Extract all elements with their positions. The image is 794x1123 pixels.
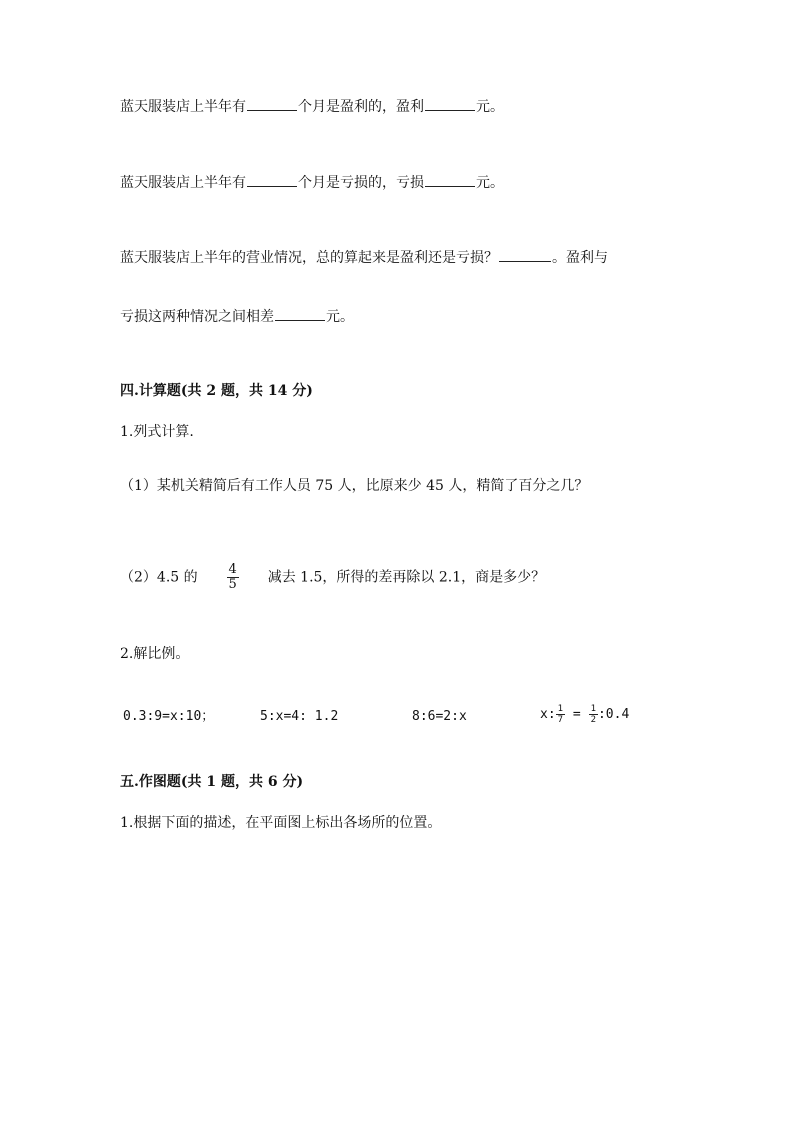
answer-blank-difference[interactable] [275,306,325,321]
fraction-four-fifths [227,563,239,592]
question-loss-text-3: 元。 [476,175,504,191]
equation-4-equals: = [565,707,589,722]
section-4-q1-title: 1.列式计算. [120,424,194,440]
section-4-q1-part-2 [120,563,545,592]
answer-blank-loss-amount[interactable] [425,172,475,187]
equation-2: 5:x=4: 1.2 [260,709,339,724]
equation-3: 8:6=2:x [412,709,467,724]
question-loss [120,172,504,193]
fraction-denominator: 7 [557,715,564,725]
section-4-q2-title: 2.解比例。 [120,646,190,662]
question-profit-text-3: 元。 [476,99,504,115]
question-total-line-1 [120,247,608,268]
section-4-q1-part-1: （1）某机关精简后有工作人员 75 人，比原来少 45 人，精简了百分之几？ [120,478,589,494]
fraction-numerator: 1 [590,704,596,714]
question-profit [120,96,504,117]
question-loss-text-2: 个月是亏损的，亏损 [298,175,424,191]
question-total-text-1: 蓝天服装店上半年的营业情况，总的算起来是盈利还是亏损？ [120,250,498,266]
equation-4-text-1: x: [540,707,556,722]
question-total-text-3: 亏损这两种情况之间相差 [120,309,274,325]
equation-4-text-2: :0.4 [597,707,630,722]
section-4-q1-part-2-text-1: （2）4.5 的 [120,569,198,586]
fraction-one-seventh [556,704,565,725]
question-profit-text-2: 个月是盈利的，盈利 [298,99,424,115]
equation-1: 0.3:9=x:10； [123,709,215,724]
fraction-numerator: 1 [557,704,564,714]
section-5-q1: 1.根据下面的描述，在平面图上标出各场所的位置。 [120,815,442,831]
section-4-title: 四.计算题(共 2 题，共 14 分) [120,383,313,399]
question-total-line-2 [120,306,354,327]
answer-blank-profit-amount[interactable] [425,96,475,111]
question-total-text-4: 元。 [326,309,354,325]
question-total-text-2: 。盈利与 [552,250,608,266]
section-4-q1-part-2-text-2: 减去 1.5，所得的差再除以 2.1，商是多少？ [267,569,546,586]
section-5-title: 五.作图题(共 1 题，共 6 分) [120,774,304,790]
answer-blank-loss-months[interactable] [247,172,297,187]
equation-4 [540,704,629,725]
question-loss-text-1: 蓝天服装店上半年有 [120,175,246,191]
question-profit-text-1: 蓝天服装店上半年有 [120,99,246,115]
fraction-numerator: 4 [228,562,237,577]
answer-blank-profit-or-loss[interactable] [499,247,551,262]
fraction-denominator: 2 [590,715,596,725]
answer-blank-profit-months[interactable] [247,96,297,111]
fraction-one-half [589,704,598,725]
fraction-denominator: 5 [228,577,237,592]
